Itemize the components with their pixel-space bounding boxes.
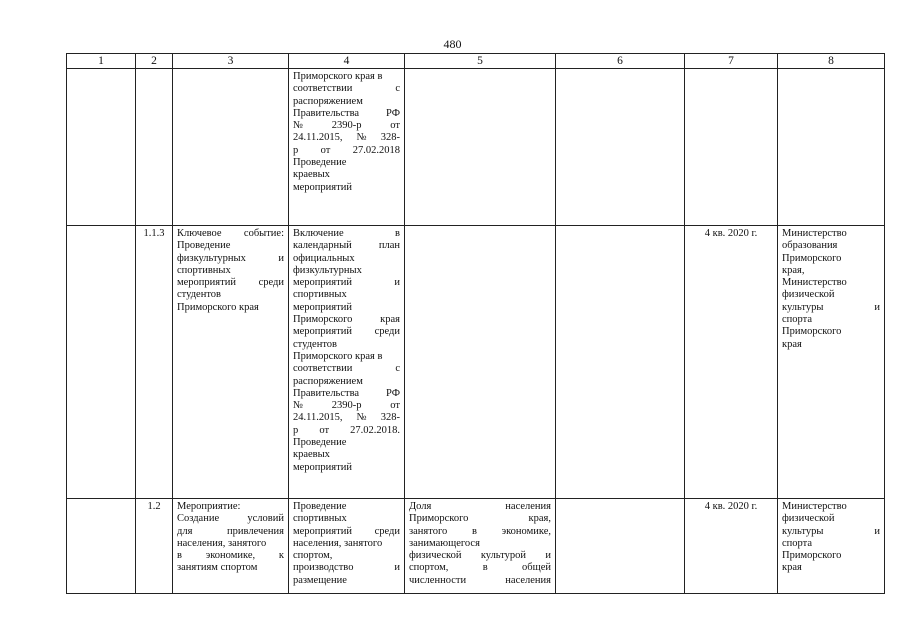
- cell-line: [293, 277, 400, 289]
- cell-word: физкультурных: [177, 252, 246, 264]
- cell-line: [782, 538, 880, 550]
- cell-word: Проведение: [293, 157, 347, 169]
- cell-line: [409, 538, 551, 550]
- cell-word: среди: [258, 277, 284, 289]
- cell-line: [177, 228, 284, 240]
- cell-word: среди: [374, 525, 400, 537]
- cell-word: распоряжением: [293, 375, 363, 387]
- cell-line: [293, 71, 400, 83]
- cell-line: [293, 550, 400, 562]
- cell-number: 1.2: [136, 499, 173, 594]
- cell-col1: [67, 226, 136, 499]
- cell-responsible: [778, 69, 885, 226]
- table-row: [67, 226, 885, 499]
- cell-line: [293, 169, 400, 181]
- cell-line: [782, 228, 880, 240]
- cell-line: [782, 326, 880, 338]
- cell-line: [782, 550, 880, 562]
- cell-col6: [556, 226, 685, 499]
- cell-word: Приморского края в: [293, 350, 383, 362]
- cell-line: [293, 326, 400, 338]
- cell-indicator: [405, 499, 556, 594]
- cell-word: Ключевое: [177, 228, 222, 239]
- cell-word: Создание: [177, 513, 220, 525]
- cell-word: экономике,: [205, 550, 256, 562]
- column-header-6: 6: [556, 54, 685, 69]
- cell-word: мероприятий: [177, 277, 236, 289]
- cell-line: [293, 339, 400, 351]
- cell-line: [177, 526, 284, 538]
- cell-word: населения, занятого: [293, 537, 383, 549]
- cell-word: Приморского: [293, 314, 353, 326]
- cell-line: [293, 83, 400, 95]
- cell-word: спортивных: [293, 513, 347, 525]
- cell-word: соответствии: [293, 83, 353, 95]
- cell-line: [409, 562, 551, 574]
- cell-word: Проведение: [293, 437, 347, 449]
- cell-word: 27.02.2018: [352, 144, 400, 156]
- cell-word: Правительства: [293, 387, 360, 399]
- cell-word: в: [471, 525, 477, 537]
- cell-line: [293, 240, 400, 252]
- cell-word: культурой: [480, 550, 527, 562]
- column-header-2: 2: [136, 54, 173, 69]
- cell-word: официальных: [293, 252, 355, 264]
- cell-word: населения, занятого: [177, 537, 267, 549]
- cell-word: и: [874, 301, 880, 313]
- cell-word: производство: [293, 562, 354, 574]
- document-table: [66, 53, 885, 594]
- cell-word: краевых: [293, 449, 330, 461]
- cell-line: [409, 526, 551, 538]
- cell-word: физической: [409, 550, 462, 562]
- cell-word: спортом,: [409, 562, 449, 574]
- cell-line: [293, 363, 400, 375]
- cell-line: [293, 302, 400, 314]
- cell-line: [409, 513, 551, 525]
- cell-line: [293, 182, 400, 194]
- cell-line: [177, 538, 284, 550]
- cell-line: [293, 526, 400, 538]
- cell-indicator: [405, 226, 556, 499]
- cell-word: края: [380, 314, 400, 326]
- cell-line: [782, 289, 880, 301]
- cell-word: 2390-р: [331, 120, 362, 132]
- cell-responsible: [778, 499, 885, 594]
- cell-line: [293, 314, 400, 326]
- cell-line: [782, 526, 880, 538]
- cell-line: [293, 289, 400, 301]
- cell-line: [293, 538, 400, 550]
- cell-word: 328-: [380, 412, 400, 424]
- cell-word: от: [390, 400, 400, 412]
- cell-word: края: [782, 338, 802, 350]
- cell-word: физкультурных: [293, 264, 362, 276]
- cell-word: и: [545, 550, 551, 562]
- cell-word: населения: [505, 501, 551, 512]
- column-header-7: 7: [685, 54, 778, 69]
- cell-word: студентов: [177, 289, 221, 301]
- cell-line: [293, 437, 400, 449]
- cell-indicator: [405, 69, 556, 226]
- cell-word: мероприятий: [293, 525, 352, 537]
- cell-word: студентов: [293, 338, 337, 350]
- cell-word: края,: [782, 264, 805, 276]
- cell-line: [782, 513, 880, 525]
- table-row: [67, 499, 885, 594]
- column-header-4: 4: [289, 54, 405, 69]
- cell-word: в: [177, 550, 182, 562]
- cell-line: [177, 253, 284, 265]
- cell-word: в: [395, 228, 400, 239]
- cell-line: [293, 388, 400, 400]
- cell-responsible: [778, 226, 885, 499]
- cell-word: от: [320, 144, 331, 156]
- cell-word: с: [395, 363, 400, 375]
- cell-word: и: [874, 525, 880, 537]
- cell-line: [177, 562, 284, 574]
- cell-word: соответствии: [293, 363, 353, 375]
- column-header-row: [67, 54, 885, 69]
- cell-line: [782, 314, 880, 326]
- cell-number: 1.1.3: [136, 226, 173, 499]
- cell-word: численности: [409, 574, 467, 586]
- cell-word: размещение: [293, 574, 347, 586]
- cell-word: спортивных: [293, 289, 347, 301]
- cell-line: [177, 240, 284, 252]
- cell-word: спортивных: [177, 264, 231, 276]
- cell-word: культуры: [782, 301, 824, 313]
- cell-action: [289, 69, 405, 226]
- cell-line: [409, 575, 551, 587]
- cell-action: [289, 499, 405, 594]
- cell-line: [782, 501, 880, 513]
- cell-word: 2390-р: [331, 400, 362, 412]
- cell-word: Приморского: [782, 550, 842, 562]
- cell-word: и: [278, 252, 284, 264]
- cell-line: [409, 501, 551, 513]
- cell-word: №: [293, 400, 304, 412]
- cell-word: общей: [522, 562, 551, 574]
- cell-line: [177, 302, 284, 314]
- cell-event-name: [173, 226, 289, 499]
- cell-word: распоряжением: [293, 95, 363, 107]
- cell-line: [293, 376, 400, 388]
- cell-line: [177, 265, 284, 277]
- table-row: [67, 69, 885, 226]
- cell-line: [293, 501, 400, 513]
- cell-word: Проведение: [177, 240, 231, 252]
- cell-term: 4 кв. 2020 г.: [685, 226, 778, 499]
- cell-word: физической: [782, 289, 835, 301]
- cell-line: [177, 501, 284, 513]
- cell-word: №: [356, 412, 367, 424]
- cell-event-name: [173, 499, 289, 594]
- cell-line: [177, 289, 284, 301]
- cell-word: занятиям спортом: [177, 562, 258, 574]
- cell-term: 4 кв. 2020 г.: [685, 499, 778, 594]
- cell-word: от: [319, 424, 330, 436]
- cell-word: мероприятий: [293, 461, 352, 473]
- cell-word: 24.11.2015,: [293, 412, 343, 424]
- cell-line: [177, 550, 284, 562]
- cell-word: экономике,: [501, 525, 551, 537]
- cell-word: физической: [782, 513, 835, 525]
- column-header-3: 3: [173, 54, 289, 69]
- cell-line: [293, 562, 400, 574]
- cell-word: Приморского: [782, 252, 842, 264]
- cell-line: [782, 302, 880, 314]
- cell-word: №: [293, 120, 304, 132]
- cell-word: 27.02.2018.: [350, 424, 400, 436]
- cell-line: [293, 253, 400, 265]
- cell-line: [782, 339, 880, 351]
- cell-col1: [67, 499, 136, 594]
- cell-line: [293, 449, 400, 461]
- cell-word: Министерство: [782, 228, 847, 239]
- cell-line: [293, 265, 400, 277]
- cell-word: образования: [782, 240, 838, 252]
- page-number: 480: [443, 37, 462, 51]
- cell-word: р: [293, 424, 299, 436]
- cell-word: Включение: [293, 228, 344, 239]
- cell-word: 24.11.2015,: [293, 132, 343, 144]
- column-header-1: 1: [67, 54, 136, 69]
- cell-word: мероприятий: [293, 277, 352, 289]
- cell-word: событие:: [243, 228, 284, 239]
- column-header-8: 8: [778, 54, 885, 69]
- cell-word: мероприятий: [293, 301, 352, 313]
- cell-line: [782, 562, 880, 574]
- cell-word: Приморского: [782, 326, 842, 338]
- cell-line: [293, 412, 400, 424]
- cell-word: спорта: [782, 314, 813, 326]
- cell-word: мероприятий: [293, 181, 352, 193]
- cell-word: от: [390, 120, 400, 132]
- cell-line: [782, 253, 880, 265]
- cell-word: мероприятий: [293, 326, 352, 338]
- cell-line: [177, 513, 284, 525]
- cell-word: Правительства: [293, 107, 360, 119]
- cell-line: [293, 575, 400, 587]
- cell-word: населения: [505, 574, 551, 586]
- cell-action: [289, 226, 405, 499]
- cell-event-name: [173, 69, 289, 226]
- cell-word: краевых: [293, 169, 330, 181]
- cell-word: условий: [247, 513, 284, 525]
- cell-word: Приморского края: [177, 301, 259, 313]
- cell-word: и: [394, 277, 400, 289]
- cell-line: [409, 550, 551, 562]
- cell-line: [293, 425, 400, 437]
- cell-number: [136, 69, 173, 226]
- cell-word: календарный: [293, 240, 352, 252]
- cell-word: Доля: [409, 501, 432, 512]
- cell-line: [293, 108, 400, 120]
- cell-line: [293, 145, 400, 157]
- cell-word: и: [394, 562, 400, 574]
- cell-col6: [556, 499, 685, 594]
- cell-line: [177, 277, 284, 289]
- cell-word: Мероприятие:: [177, 501, 241, 512]
- cell-line: [293, 351, 400, 363]
- cell-col6: [556, 69, 685, 226]
- cell-word: РФ: [386, 107, 400, 119]
- cell-word: Министерство: [782, 501, 847, 512]
- cell-word: спорта: [782, 537, 813, 549]
- cell-line: [293, 462, 400, 474]
- cell-line: [782, 277, 880, 289]
- cell-word: спортом,: [293, 550, 333, 562]
- cell-word: №: [356, 132, 367, 144]
- cell-word: в: [482, 562, 488, 574]
- cell-word: РФ: [386, 387, 400, 399]
- cell-word: к: [278, 550, 284, 562]
- cell-word: Проведение: [293, 501, 347, 512]
- cell-word: р: [293, 144, 299, 156]
- cell-line: [293, 157, 400, 169]
- cell-word: Министерство: [782, 277, 847, 289]
- cell-word: привлечения: [227, 525, 284, 537]
- cell-line: [293, 400, 400, 412]
- cell-word: края: [782, 562, 802, 574]
- cell-word: Приморского края в: [293, 71, 383, 82]
- cell-word: культуры: [782, 525, 824, 537]
- cell-word: занятого: [409, 525, 448, 537]
- cell-line: [782, 265, 880, 277]
- cell-line: [293, 132, 400, 144]
- cell-line: [782, 240, 880, 252]
- cell-col1: [67, 69, 136, 226]
- cell-word: среди: [374, 326, 400, 338]
- cell-word: с: [395, 83, 400, 95]
- cell-word: занимающегося: [409, 537, 480, 549]
- column-header-5: 5: [405, 54, 556, 69]
- cell-term: [685, 69, 778, 226]
- cell-line: [293, 513, 400, 525]
- cell-word: 328-: [380, 132, 400, 144]
- cell-word: план: [378, 240, 400, 252]
- cell-line: [293, 96, 400, 108]
- cell-line: [293, 228, 400, 240]
- cell-word: края,: [528, 513, 551, 525]
- cell-word: Приморского: [409, 513, 469, 525]
- cell-line: [293, 120, 400, 132]
- cell-word: для: [177, 525, 193, 537]
